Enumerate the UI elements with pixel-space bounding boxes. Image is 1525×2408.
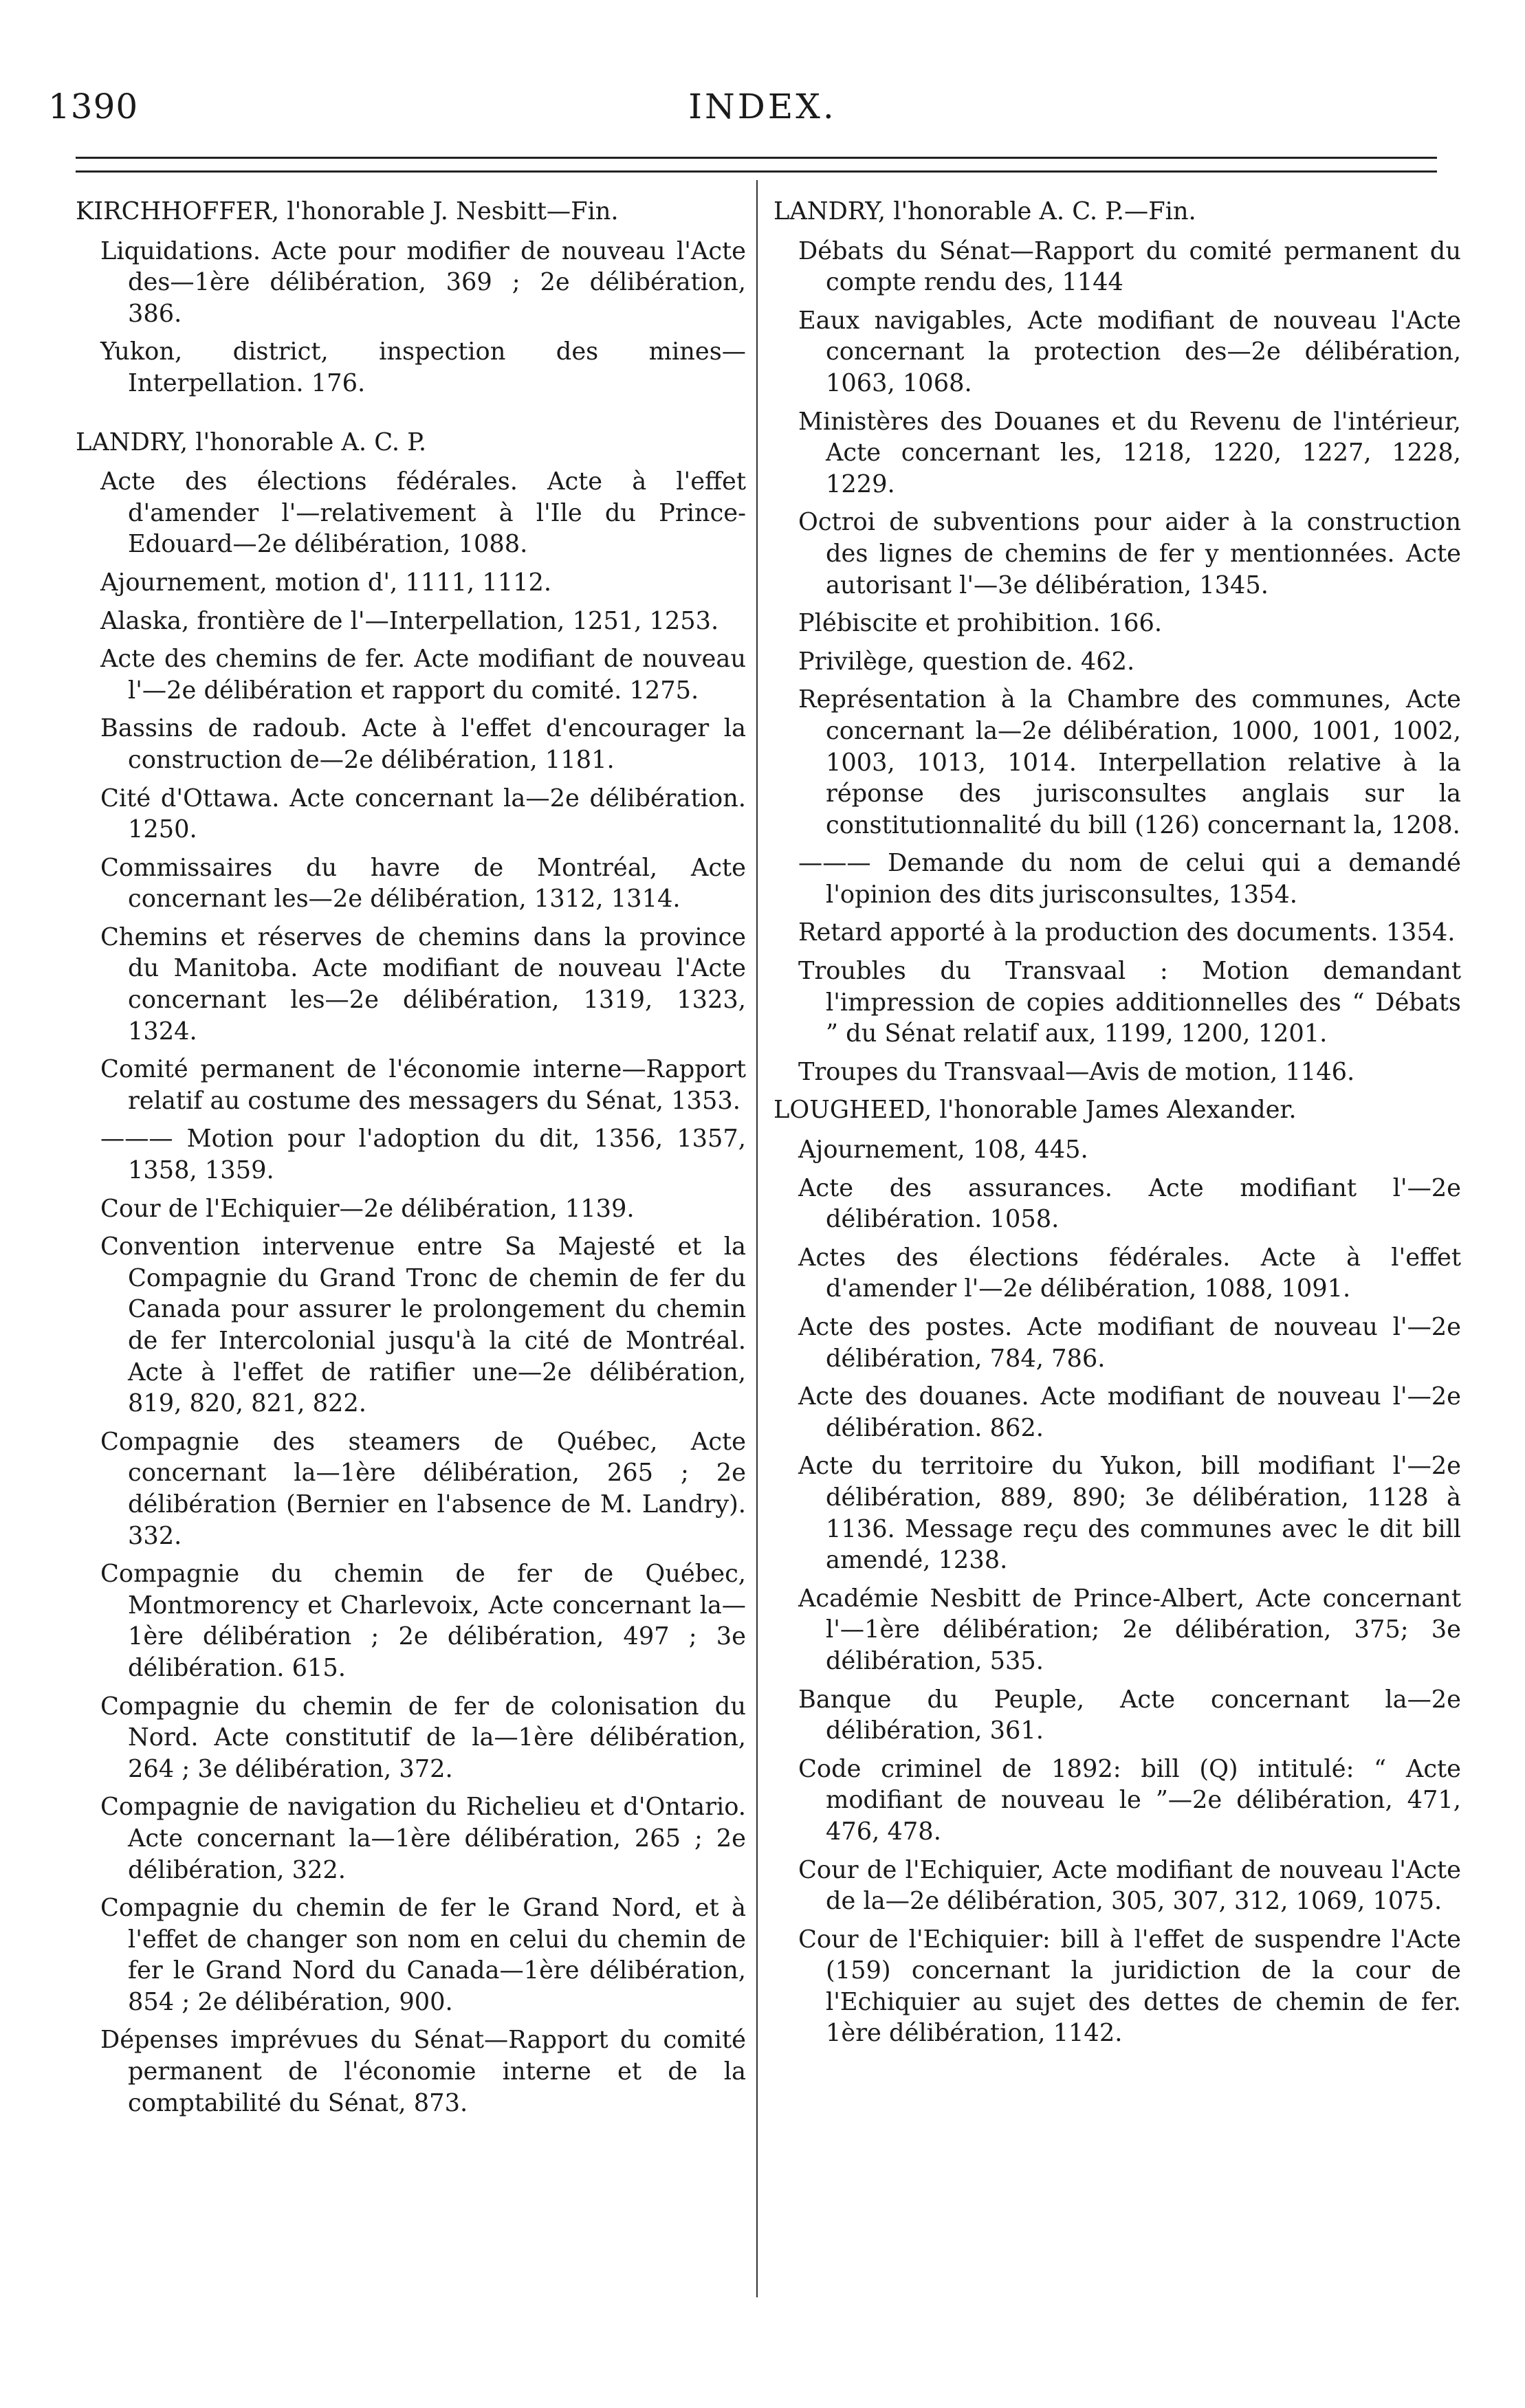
- index-entry: Cour de l'Echiquier: bill à l'effet de suspendre l'Acte (159) concernant la juridiction de la cour de l'Echiquier au sujet des dettes de chemin de fer. 1ère délibération, 1142.: [798, 1925, 1461, 2048]
- index-entry: Yukon, district, inspection des mines—Interpellation. 176.: [100, 338, 746, 397]
- index-entry: Banque du Peuple, Acte concernant la—2e délibération, 361.: [798, 1685, 1461, 1745]
- index-entry: Code criminel de 1892: bill (Q) intitulé: “ Acte modifiant de nouveau le ”—2e délibération, 471, 476, 478.: [798, 1754, 1461, 1846]
- index-entry: Académie Nesbitt de Prince-Albert, Acte concernant l'—1ère délibération; 2e délibération, 375; 3e délibération, 535.: [798, 1584, 1461, 1675]
- index-entry: Ajournement, motion d', 1111, 1112.: [100, 568, 552, 597]
- index-entry: Acte des postes. Acte modifiant de nouveau l'—2e délibération, 784, 786.: [798, 1313, 1461, 1373]
- index-entry: Troupes du Transvaal—Avis de motion, 1146.: [798, 1057, 1355, 1086]
- section-spacer: [76, 406, 746, 427]
- index-entry: Représentation à la Chambre des communes, Acte concernant la—2e délibération, 1000, 1001, 1002, 1003, 1013, 1014. Interpellation relative à la réponse des jurisconsultes anglais sur la constitutionnalité du bill (126) concernant la, 1208.: [798, 685, 1461, 839]
- index-heading: LANDRY, l'honorable A. C. P.—Fin.: [774, 197, 1196, 225]
- header-rule-top: [76, 157, 1437, 159]
- header-rule-bottom: [76, 170, 1437, 173]
- index-entry: Actes des élections fédérales. Acte à l'effet d'amender l'—2e délibération, 1088, 1091.: [798, 1243, 1461, 1303]
- index-entry: Bassins de radoub. Acte à l'effet d'encourager la construction de—2e délibération, 1181.: [100, 714, 746, 774]
- index-entry: Commissaires du havre de Montréal, Acte concernant les—2e délibération, 1312, 1314.: [100, 853, 746, 914]
- index-entry: Acte du territoire du Yukon, bill modifiant l'—2e délibération, 889, 890; 3e délibération, 1128 à 1136. Message reçu des communes avec le dit bill amendé, 1238.: [798, 1452, 1461, 1575]
- right-column: [774, 196, 1461, 2056]
- index-entry: ——— Motion pour l'adoption du dit, 1356, 1357, 1358, 1359.: [100, 1125, 746, 1185]
- index-entry: Acte des assurances. Acte modifiant l'—2e délibération. 1058.: [798, 1173, 1461, 1234]
- index-entry: Troubles du Transvaal : Motion demandant l'impression de copies additionnelles des “ Débats ” du Sénat relatif aux, 1199, 1200, 1201.: [798, 957, 1461, 1048]
- index-entry: Acte des élections fédérales. Acte à l'effet d'amender l'—relativement à l'Ile du Prince-Edouard—2e délibération, 1088.: [100, 467, 746, 559]
- index-entry: Ministères des Douanes et du Revenu de l'intérieur, Acte concernant les, 1218, 1220, 1227, 1228, 1229.: [798, 407, 1461, 498]
- index-entry: Convention intervenue entre Sa Majesté et la Compagnie du Grand Tronc de chemin de fer du Canada pour assurer le prolongement du chemin de fer Intercolonial jusqu'à la cité de Montréal. Acte à l'effet de ratifier une—2e délibération, 819, 820, 821, 822.: [100, 1233, 746, 1418]
- index-entry: Compagnie du chemin de fer de colonisation du Nord. Acte constitutif de la—1ère délibération, 264 ; 3e délibération, 372.: [100, 1692, 746, 1783]
- index-entry: Acte des douanes. Acte modifiant de nouveau l'—2e délibération. 862.: [798, 1382, 1461, 1442]
- index-entry: Acte des chemins de fer. Acte modifiant de nouveau l'—2e délibération et rapport du comité. 1275.: [100, 645, 746, 705]
- index-entry: Octroi de subventions pour aider à la construction des lignes de chemins de fer y mentionnées. Acte autorisant l'—3e délibération, 1345.: [798, 508, 1461, 599]
- index-entry: Dépenses imprévues du Sénat—Rapport du comité permanent de l'économie interne et de la comptabilité du Sénat, 873.: [100, 2026, 746, 2117]
- index-entry: Débats du Sénat—Rapport du comité permanent du compte rendu des, 1144: [798, 236, 1461, 297]
- page-number: 1390: [48, 87, 139, 126]
- index-entry: Comité permanent de l'économie interne—Rapport relatif au costume des messagers du Sénat, 1353.: [100, 1055, 746, 1115]
- index-entry: Compagnie du chemin de fer le Grand Nord, et à l'effet de changer son nom en celui du chemin de fer le Grand Nord du Canada—1ère délibération, 854 ; 2e délibération, 900.: [100, 1894, 746, 2016]
- index-entry: Compagnie du chemin de fer de Québec, Montmorency et Charlevoix, Acte concernant la—1ère délibération ; 2e délibération, 497 ; 3e délibération. 615.: [100, 1560, 746, 1682]
- index-entry: Cour de l'Echiquier—2e délibération, 1139.: [100, 1194, 635, 1223]
- index-entry: Privilège, question de. 462.: [798, 647, 1135, 676]
- index-heading: LOUGHEED, l'honorable James Alexander.: [774, 1096, 1297, 1125]
- index-entry: Liquidations. Acte pour modifier de nouveau l'Acte des—1ère délibération, 369 ; 2e délibération, 386.: [100, 236, 746, 328]
- index-entry: Alaska, frontière de l'—Interpellation, 1251, 1253.: [100, 606, 719, 635]
- index-heading: KIRCHHOFFER, l'honorable J. Nesbitt—Fin.: [76, 197, 619, 225]
- index-entry: Cour de l'Echiquier, Acte modifiant de nouveau l'Acte de la—2e délibération, 305, 307, 312, 1069, 1075.: [798, 1855, 1461, 1916]
- index-entry: ——— Demande du nom de celui qui a demandé l'opinion des dits jurisconsultes, 1354.: [798, 849, 1461, 909]
- column-divider: [756, 180, 758, 2297]
- page-title: INDEX.: [688, 87, 837, 126]
- index-entry: Compagnie de navigation du Richelieu et d'Ontario. Acte concernant la—1ère délibération, 265 ; 2e délibération, 322.: [100, 1793, 746, 1884]
- left-column: [76, 196, 746, 2125]
- index-entry: Retard apporté à la production des documents. 1354.: [798, 918, 1456, 947]
- index-entry: Plébiscite et prohibition. 166.: [798, 609, 1163, 638]
- index-entry: Ajournement, 108, 445.: [798, 1136, 1088, 1164]
- index-entry: Compagnie des steamers de Québec, Acte concernant la—1ère délibération, 265 ; 2e délibération (Bernier en l'absence de M. Landry). 332.: [100, 1427, 746, 1550]
- index-entry: Chemins et réserves de chemins dans la province du Manitoba. Acte modifiant de nouveau l'Acte concernant les—2e délibération, 1319, 1323, 1324.: [100, 923, 746, 1046]
- index-entry: Cité d'Ottawa. Acte concernant la—2e délibération. 1250.: [100, 784, 746, 844]
- index-heading: LANDRY, l'honorable A. C. P.: [76, 428, 427, 456]
- index-entry: Eaux navigables, Acte modifiant de nouveau l'Acte concernant la protection des—2e délibération, 1063, 1068.: [798, 306, 1461, 397]
